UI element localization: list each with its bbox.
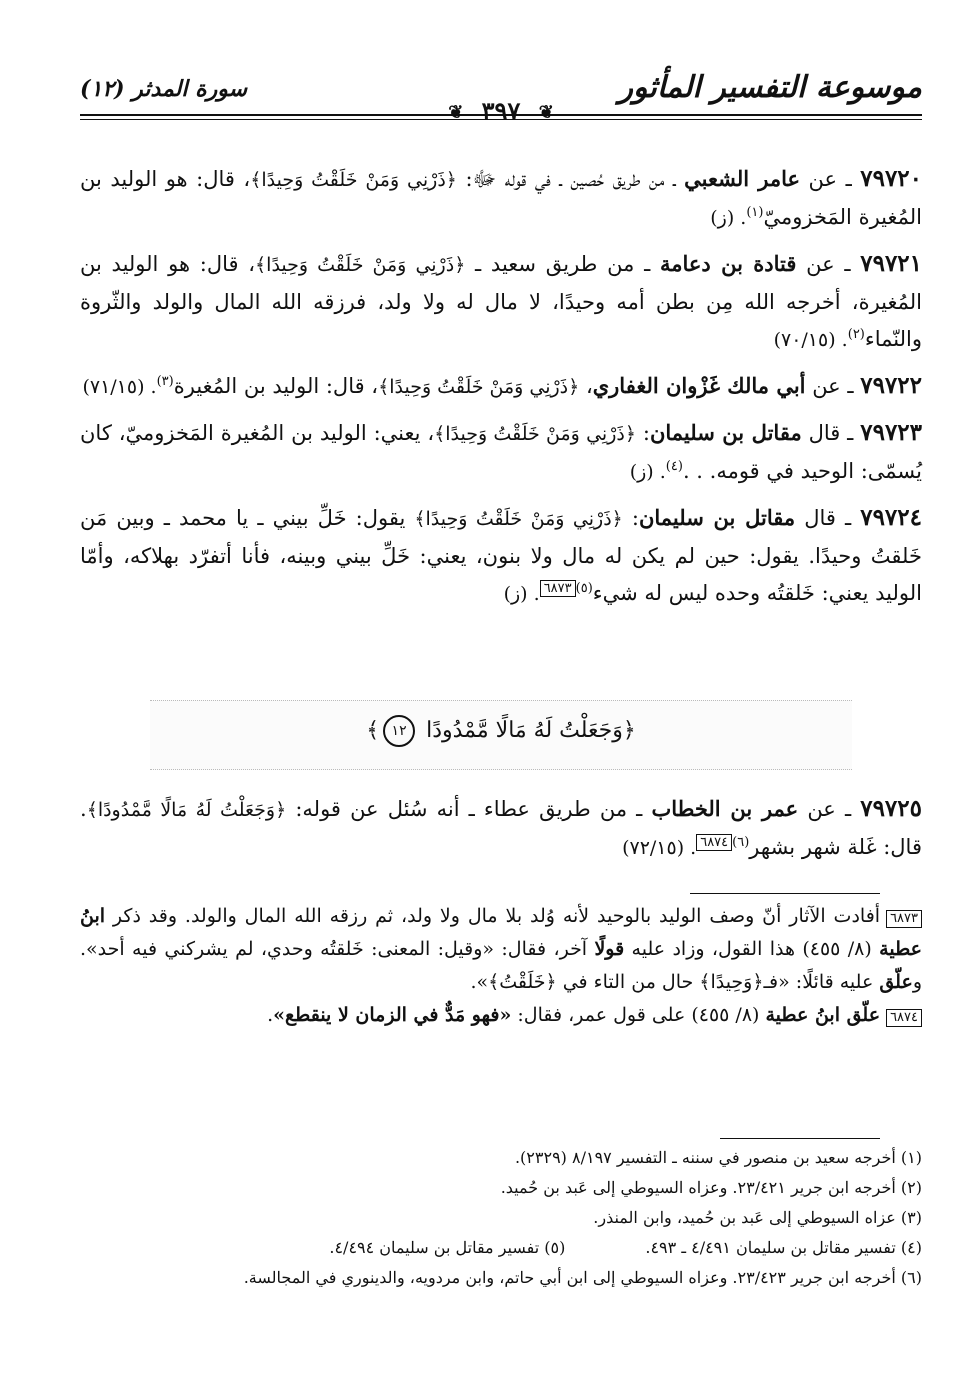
ornament-icon: ❦ xyxy=(538,102,554,123)
entry-citation: . (٧٢/١٥) xyxy=(622,837,697,859)
footnote-marker[interactable]: (٤) xyxy=(665,459,683,474)
footnote-marker[interactable]: (٢) xyxy=(847,327,865,342)
athar-entry xyxy=(80,160,922,237)
surah-title: سورة المدثر (١٢) xyxy=(80,76,248,102)
header-rule xyxy=(80,114,922,116)
note-bold: قولًا xyxy=(594,938,625,960)
athar-entry xyxy=(80,499,922,613)
narrator: مقاتل بن سليمان xyxy=(649,420,802,445)
note-text: (٨/ ٤٥٥) هذا القول، وزاد عليه xyxy=(624,938,880,960)
quran-quote: ﴿ذَرْنِي وَمَنْ خَلَقْتُ وَحِيدًا﴾ xyxy=(378,376,580,398)
athar-entry xyxy=(80,367,922,406)
entry-citation: . (ز) xyxy=(710,207,747,229)
entry-citation: . (ز) xyxy=(629,461,666,483)
note-text: آخر، فقال: «وقيل: المعنى: خَلقتُه وحدي، لم يشركني فيه أحد». و xyxy=(80,938,922,993)
entry-text: ـ عن xyxy=(800,167,861,191)
footnote-marker[interactable]: (٥) xyxy=(575,581,593,596)
note-bold: ابنُ عطية xyxy=(80,905,922,960)
entry-citation: . (٧٠/١٥) xyxy=(773,329,848,351)
commentary-note xyxy=(80,900,922,999)
note-reference[interactable]: ٦٨٧٣ xyxy=(540,580,576,597)
entry-citation: . (٧١/١٥) xyxy=(82,376,157,398)
note-bold: «فهو مَدٌّ في الزمان لا ينقطع» xyxy=(273,1004,512,1026)
footnote-row xyxy=(80,1233,922,1263)
footnote: (٣) عزاه السيوطي إلى عَبد بن حُميد، وابن المنذر. xyxy=(593,1208,922,1227)
footnote: (٢) أخرجه ابن جرير ٢٣/٤٢١. وعزاه السيوطي إلى عَبد بن حُميد. xyxy=(500,1178,922,1197)
footnote: (٥) تفسير مقاتل بن سليمان ٤/٤٩٤. xyxy=(329,1238,566,1257)
note-bold: علّق xyxy=(879,971,913,993)
entry-number: ٧٩٧٢١ xyxy=(860,250,923,277)
quran-quote: ﴿ذَرْنِي وَمَنْ خَلَقْتُ وَحِيدًا﴾ xyxy=(434,423,636,445)
quran-quote: ﴿وَجَعَلْتُ لَهُ مَالًا مَّمْدُودًا﴾ xyxy=(86,799,287,821)
entry-text: ، يعني: الوليد بن المُغيرة المَخزوميّ، كان يُسمّى: الوحيد في قومه. . . xyxy=(80,421,922,483)
narrator: أبي مالك غَزْوان الغفاري xyxy=(592,373,806,398)
entry-text: ـ من طريق عطاء ـ أنه سُئل عن قوله: xyxy=(286,797,652,821)
quran-quote: ﴿ذَرْنِي وَمَنْ خَلَقْتُ وَحِيدًا﴾ xyxy=(255,254,466,276)
entry-text: ، xyxy=(579,374,593,398)
verse-text: ﴿وَجَعَلْتُ لَهُ مَالًا مَّمْدُودًا xyxy=(426,718,636,743)
entry-citation: . (ز) xyxy=(503,583,540,605)
page-number-line xyxy=(80,96,922,125)
verse-banner xyxy=(150,700,852,770)
note-text: (٨/ ٤٥٥) على قول عمر، فقال: xyxy=(511,1004,766,1026)
note-text: . xyxy=(267,1004,274,1026)
narrator: عامر الشعبي xyxy=(684,166,801,191)
entry-number: ٧٩٧٢٤ xyxy=(860,504,922,531)
note-number: ٦٨٧٣ xyxy=(886,910,922,928)
entry-text: ـ من طريق حُصين ـ في قوله ﷻ: xyxy=(456,167,685,191)
verse-close-bracket: ﴾ xyxy=(366,718,380,743)
entry-number: ٧٩٧٢٣ xyxy=(860,419,923,446)
footnote-marker[interactable]: (١) xyxy=(746,205,764,220)
entry-number: ٧٩٧٢٢ xyxy=(860,372,922,399)
athar-entry xyxy=(80,245,922,359)
footnote: (٤) تفسير مقاتل بن سليمان ٤/٤٩١ ـ ٤٩٣. xyxy=(645,1238,922,1257)
note-number: ٦٨٧٤ xyxy=(886,1009,922,1027)
verse-text-line xyxy=(150,715,852,747)
header-rule xyxy=(80,119,922,120)
quran-quote: ﴿ذَرْنِي وَمَنْ خَلَقْتُ وَحِيدًا﴾ xyxy=(250,169,457,191)
entry-number: ٧٩٧٢٠ xyxy=(860,165,923,192)
narrator: مقاتل بن سليمان xyxy=(638,505,796,530)
entry-text: ـ قال xyxy=(801,421,861,445)
note-bold: علّق ابنُ عطية xyxy=(765,1004,881,1026)
entry-text: : xyxy=(635,421,650,445)
notes-separator xyxy=(690,893,880,894)
footnote: (١) أخرجه سعيد بن منصور في سننه ـ التفسير ٨/١٩٧ (٢٣٢٩). xyxy=(514,1148,922,1167)
main-text xyxy=(80,160,922,621)
entry-text: يقول: خَلِّ بيني ـ يا محمد ـ وبين مَن خَلقتُ وحيدًا. يقول: حين لم يكن له مال ولا بنون، يعني: خَلِّ بيني وبينه، فأنا أتفرّد بهلاكه، وأمّا الوليد يعني: خَلقتُه وحده ليس له شيء xyxy=(80,506,922,605)
ayah-number-icon: ١٢ xyxy=(383,715,415,747)
footnote: (٦) أخرجه ابن جرير ٢٣/٤٢٣. وعزاه السيوطي إلى ابن أبي حاتم، وابن مردويه، والدينوري في المجالسة. xyxy=(243,1268,922,1287)
footnote-marker[interactable]: (٣) xyxy=(156,374,174,389)
footnote-marker[interactable]: (٦) xyxy=(732,835,750,850)
main-text-continued xyxy=(80,790,922,875)
entry-text: ، قال: هو الوليد بن المُغيرة المَخزوميّ xyxy=(80,167,922,229)
note-text: أفادت الآثار أنّ وصف الوليد بالوحيد لأنه وُلد بلا مال ولا ولد، ثم رزقه الله المال والولد. وقد ذكر xyxy=(105,905,881,927)
commentary-note xyxy=(80,999,922,1032)
page-header xyxy=(80,62,922,125)
footnotes xyxy=(80,1143,922,1293)
entry-text: ، قال: هو الوليد بن المُغيرة، أخرجه الله مِن بطن أمه وحيدًا، لا مال له ولا ولد، فرزقه الله المال والولد والثّروة والنّماء xyxy=(80,252,922,351)
entry-text: ـ عن xyxy=(805,374,861,398)
athar-entry xyxy=(80,414,922,491)
narrator: عمر بن الخطاب xyxy=(651,796,799,821)
note-text: عليه قائلًا: «فـ﴿وَحِيدًا﴾ حال من التاء في ﴿خَلَقْتُ﴾». xyxy=(470,971,880,993)
athar-entry xyxy=(80,790,922,867)
commentary-notes xyxy=(80,900,922,1032)
note-reference[interactable]: ٦٨٧٤ xyxy=(696,834,732,851)
entry-text: . قال: غَلة شهر بشهر xyxy=(80,797,922,859)
ornament-icon: ❦ xyxy=(448,102,464,123)
narrator: قتادة بن دعامة xyxy=(659,251,797,276)
footnote-gap xyxy=(565,1233,645,1263)
entry-text: ، قال: الوليد بن المُغيرة xyxy=(173,374,379,398)
entry-text: ـ من طريق سعيد ـ xyxy=(465,252,660,276)
entry-text: ـ قال xyxy=(795,506,861,530)
book-title: موسوعة التفسير المأثور xyxy=(618,70,922,105)
entry-text: : xyxy=(622,506,639,530)
entry-number: ٧٩٧٢٥ xyxy=(860,795,922,822)
entry-text: ـ عن xyxy=(798,797,861,821)
entry-text: ـ عن xyxy=(796,252,861,276)
quran-quote: ﴿ذَرْنِي وَمَنْ خَلَقْتُ وَحِيدًا﴾ xyxy=(414,508,623,530)
page-number: ٣٩٧ xyxy=(481,96,521,125)
footnotes-separator xyxy=(720,1138,880,1139)
